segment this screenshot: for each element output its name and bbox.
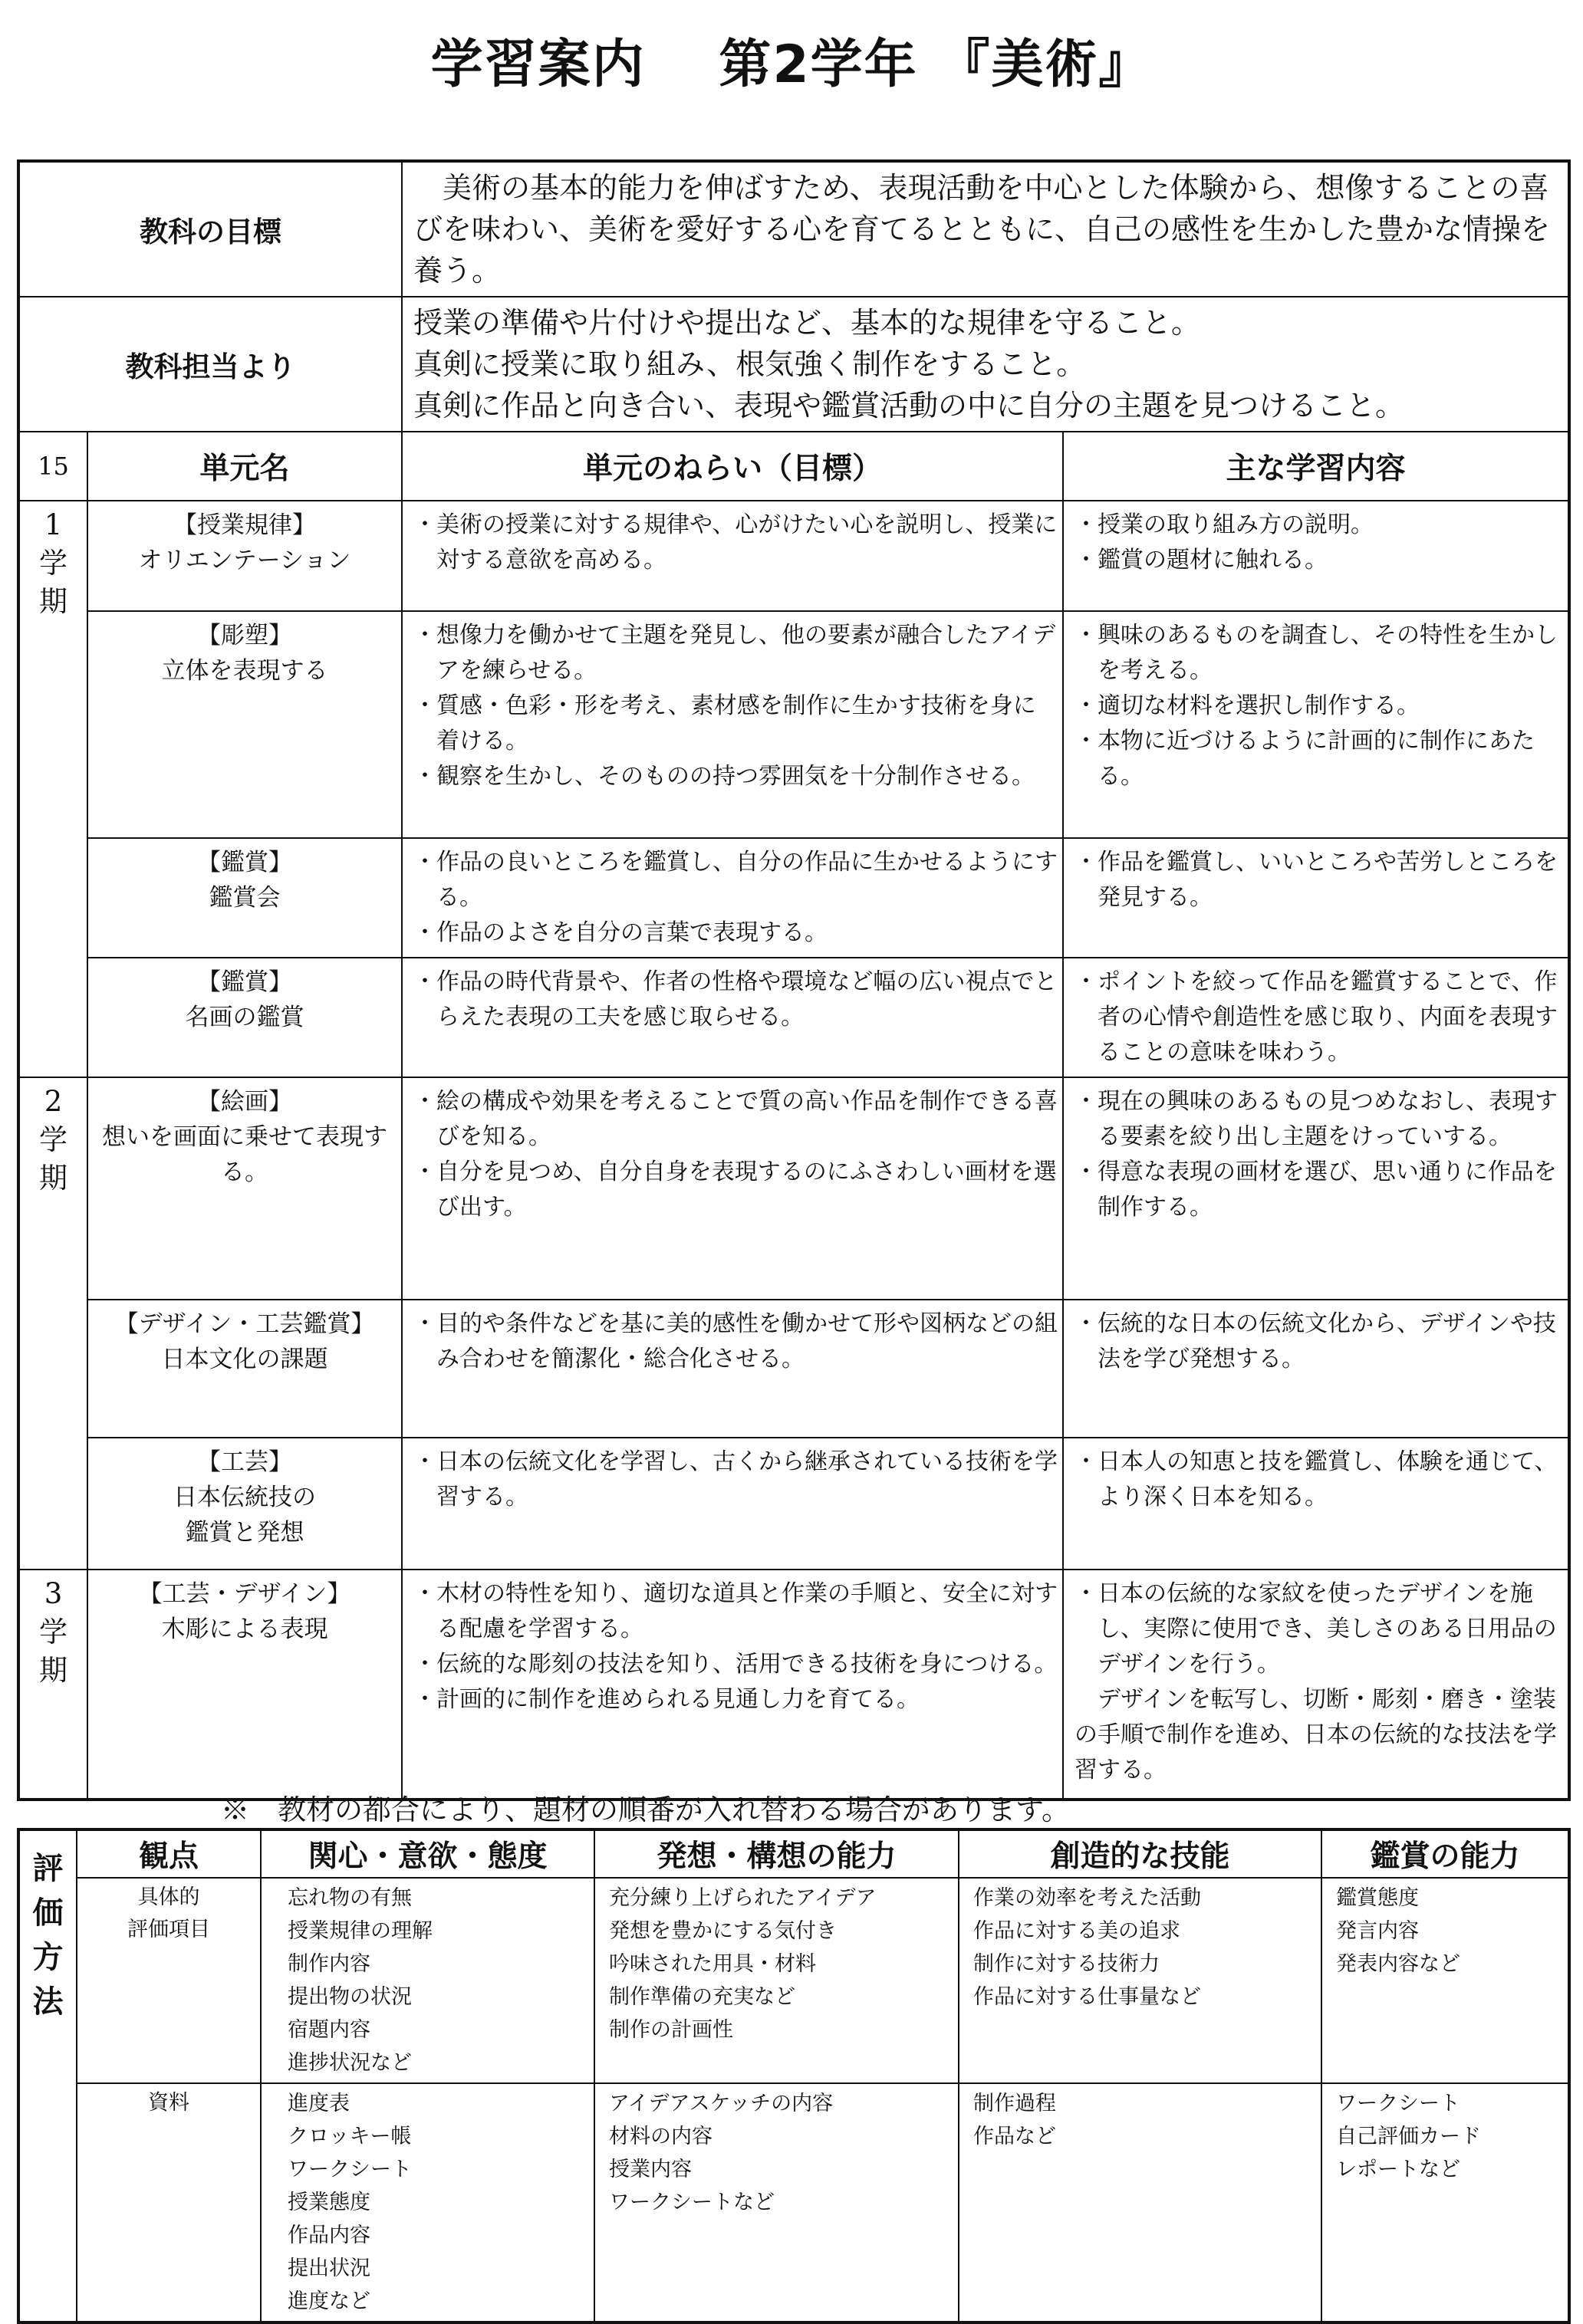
evaluation-item: 吟味された用具・材料	[609, 1952, 816, 1976]
evaluation-cell	[959, 1878, 1321, 2083]
unit-row	[18, 611, 1569, 838]
evaluation-item: 制作内容	[288, 1952, 370, 1976]
content-header: 主な学習内容	[1063, 432, 1569, 501]
unit-row	[18, 838, 1569, 958]
content-item: ・日本人の知恵と技を鑑賞し、体験を通じて、より深く日本を知る。	[1075, 1448, 1558, 1510]
aim-item: ・日本の伝統文化を学習し、古くから継承されている技術を学習する。	[413, 1448, 1058, 1510]
evaluation-item: 作品に対する仕事量など	[973, 1985, 1201, 2009]
aim-item: ・目的や条件などを基に美的感性を働かせて形や図柄などの組み合わせを簡潔化・総合化させる。	[413, 1310, 1058, 1372]
unit-row	[18, 958, 1569, 1077]
term-label: 2 学 期	[18, 1077, 87, 1570]
evaluation-item: 制作に対する技術力	[973, 1952, 1160, 1976]
evaluation-item: 作品内容	[288, 2224, 370, 2247]
evaluation-cell	[1321, 1878, 1569, 2083]
unit-name: 【絵画】 想いを画面に乗せて表現する。	[87, 1077, 402, 1300]
evaluation-table	[17, 1828, 1571, 2324]
evaluation-cell	[594, 2083, 959, 2322]
curriculum-table	[17, 159, 1571, 1801]
evaluation-item: 授業態度	[288, 2191, 370, 2214]
evaluation-row	[18, 2083, 1569, 2322]
evaluation-item: 発表内容など	[1336, 1952, 1460, 1976]
evaluation-item: 授業内容	[609, 2158, 692, 2181]
evaluation-item: 作品に対する美の追求	[973, 1919, 1180, 1943]
unit-aims	[402, 1438, 1063, 1570]
aim-item: ・伝統的な彫刻の技法を知り、活用できる技術を身につける。	[413, 1651, 1058, 1678]
unit-content	[1063, 1438, 1569, 1570]
term-label: 3 学 期	[18, 1570, 87, 1800]
content-item: ・作品を鑑賞し、いいところや苦労しところを発見する。	[1075, 849, 1558, 911]
evaluation-header: 観点	[77, 1829, 261, 1878]
evaluation-row-label: 資料	[77, 2083, 261, 2322]
teacher-line: 授業の準備や片付けや提出など、基本的な規律を守ること。	[413, 306, 1201, 340]
evaluation-item: 制作準備の充実など	[609, 1985, 795, 2009]
unit-aims	[402, 1300, 1063, 1438]
content-item: ・得意な表現の画材を選び、思い通りに作品を制作する。	[1075, 1159, 1557, 1221]
unit-content	[1063, 1077, 1569, 1300]
content-item: ・興味のあるものを調査し、その特性を生かしを考える。	[1075, 622, 1558, 684]
aim-item: ・計画的に制作を進められる見通し力を育てる。	[413, 1686, 920, 1713]
content-item: ・伝統的な日本の伝統文化から、デザインや技法を学び発想する。	[1075, 1310, 1556, 1372]
evaluation-item: 充分練り上げられたアイデア	[609, 1886, 877, 1910]
content-item: ・鑑賞の題材に触れる。	[1075, 547, 1328, 574]
order-note: ※ 教材の都合により、題材の順番が入れ替わる場合があります。	[221, 1793, 1071, 1826]
unit-content	[1063, 958, 1569, 1077]
unit-row	[18, 1570, 1569, 1800]
evaluation-header: 発想・構想の能力	[594, 1829, 959, 1878]
evaluation-item: 宿題内容	[288, 2018, 370, 2042]
content-item: デザインを転写し、切断・彫刻・磨き・塗装の手順で制作を進め、日本の伝統的な技法を学習する。	[1075, 1686, 1557, 1783]
unit-content	[1063, 611, 1569, 838]
teacher-label: 教科担当より	[18, 297, 402, 432]
unit-content	[1063, 1300, 1569, 1438]
unit-name: 【鑑賞】 名画の鑑賞	[87, 958, 402, 1077]
aim-header: 単元のねらい（目標）	[402, 432, 1063, 501]
evaluation-row-label: 具体的 評価項目	[77, 1878, 261, 2083]
evaluation-item: ワークシート	[1336, 2092, 1460, 2115]
evaluation-item: 制作の計画性	[609, 2018, 733, 2042]
evaluation-item: 発言内容	[1336, 1919, 1419, 1943]
evaluation-item: 提出状況	[288, 2257, 370, 2280]
unit-aims	[402, 838, 1063, 958]
evaluation-header: 鑑賞の能力	[1321, 1829, 1569, 1878]
goal-text: 美術の基本的能力を伸ばすため、表現活動を中心とした体験から、想像することの喜びを味わい、美術を愛好する心を育てるとともに、自己の感性を生かした豊かな情操を養う。	[402, 161, 1569, 297]
column-header-row	[18, 432, 1569, 501]
teacher-text	[402, 297, 1569, 432]
goal-row	[18, 161, 1569, 297]
evaluation-item: 発想を豊かにする気付き	[609, 1919, 837, 1943]
evaluation-cell	[261, 1878, 594, 2083]
evaluation-item: 進度表	[288, 2092, 350, 2115]
content-item: ・ポイントを絞って作品を鑑賞することで、作者の心情や創造性を感じ取り、内面を表現することの意味を味わう。	[1075, 968, 1558, 1066]
unit-name: 【工芸】 日本伝統技の 鑑賞と発想	[87, 1438, 402, 1570]
aim-item: ・自分を見つめ、自分自身を表現するのにふさわしい画材を選び出す。	[413, 1159, 1057, 1221]
evaluation-header: 創造的な技能	[959, 1829, 1321, 1878]
aim-item: ・質感・色彩・形を考え、素材感を制作に生かす技術を身に着ける。	[413, 692, 1036, 754]
evaluation-label: 評 価 方 法	[18, 1829, 77, 2322]
aim-item: ・作品の良いところを鑑賞し、自分の作品に生かせるようにする。	[413, 849, 1058, 911]
evaluation-cell	[261, 2083, 594, 2322]
unit-aims	[402, 501, 1063, 611]
evaluation-header: 関心・意欲・態度	[261, 1829, 594, 1878]
unit-name: 【彫塑】 立体を表現する	[87, 611, 402, 838]
evaluation-item: 制作過程	[973, 2092, 1056, 2115]
evaluation-item: ワークシートなど	[609, 2191, 775, 2214]
content-item: ・本物に近づけるように計画的に制作にあたる。	[1075, 728, 1535, 790]
unit-content	[1063, 838, 1569, 958]
aim-item: ・作品の時代背景や、作者の性格や環境など幅の広い視点でとらえた表現の工夫を感じ取らせる。	[413, 968, 1058, 1031]
evaluation-item: 鑑賞態度	[1336, 1886, 1419, 1910]
unit-header: 単元名	[87, 432, 402, 501]
unit-content	[1063, 501, 1569, 611]
unit-content	[1063, 1570, 1569, 1800]
evaluation-cell	[959, 2083, 1321, 2322]
evaluation-item: 提出物の状況	[288, 1985, 412, 2009]
teacher-line: 真剣に作品と向き合い、表現や鑑賞活動の中に自分の主題を見つけること。	[413, 389, 1405, 422]
hours-header: 15	[18, 432, 87, 501]
evaluation-header-row	[18, 1829, 1569, 1878]
evaluation-item: ワークシート	[288, 2158, 412, 2181]
content-item: ・授業の取り組み方の説明。	[1075, 511, 1374, 538]
unit-aims	[402, 958, 1063, 1077]
evaluation-item: 進捗状況など	[288, 2051, 412, 2075]
aim-item: ・作品のよさを自分の言葉で表現する。	[413, 919, 828, 946]
evaluation-item: 忘れ物の有無	[288, 1886, 412, 1910]
aim-item: ・想像力を働かせて主題を発見し、他の要素が融合したアイデアを練らせる。	[413, 622, 1056, 684]
evaluation-item: 自己評価カード	[1336, 2125, 1481, 2148]
aim-item: ・観察を生かし、そのものの持つ雰囲気を十分制作させる。	[413, 763, 1035, 790]
unit-aims	[402, 1077, 1063, 1300]
term-label: 1 学 期	[18, 501, 87, 1077]
goal-label: 教科の目標	[18, 161, 402, 297]
unit-row	[18, 1438, 1569, 1570]
evaluation-item: クロッキー帳	[288, 2125, 412, 2148]
evaluation-item: レポートなど	[1336, 2158, 1460, 2181]
unit-row	[18, 501, 1569, 611]
evaluation-item: 授業規律の理解	[288, 1919, 433, 1943]
unit-name: 【工芸・デザイン】 木彫による表現	[87, 1570, 402, 1800]
evaluation-cell	[1321, 2083, 1569, 2322]
evaluation-item: アイデアスケッチの内容	[609, 2092, 834, 2115]
evaluation-item: 材料の内容	[609, 2125, 713, 2148]
teacher-line: 真剣に授業に取り組み、根気強く制作をすること。	[413, 347, 1086, 381]
aim-item: ・絵の構成や効果を考えることで質の高い作品を制作できる喜びを知る。	[413, 1088, 1058, 1150]
evaluation-item: 作品など	[973, 2125, 1056, 2148]
evaluation-item: 進度など	[288, 2289, 370, 2313]
unit-name: 【授業規律】 オリエンテーション	[87, 501, 402, 611]
aim-item: ・美術の授業に対する規律や、心がけたい心を説明し、授業に対する意欲を高める。	[413, 511, 1058, 574]
teacher-row	[18, 297, 1569, 432]
unit-name: 【鑑賞】 鑑賞会	[87, 838, 402, 958]
unit-name: 【デザイン・工芸鑑賞】 日本文化の課題	[87, 1300, 402, 1438]
content-item: ・適切な材料を選択し制作する。	[1075, 692, 1420, 719]
unit-aims	[402, 611, 1063, 838]
unit-row	[18, 1077, 1569, 1300]
content-item: ・日本の伝統的な家紋を使ったデザインを施し、実際に使用でき、美しさのある日用品のデザインを行う。	[1075, 1580, 1557, 1678]
evaluation-item: 作業の効率を考えた活動	[973, 1886, 1201, 1910]
content-item: ・現在の興味のあるもの見つめなおし、表現する要素を絞り出し主題をけっていする。	[1075, 1088, 1558, 1150]
unit-row	[18, 1300, 1569, 1438]
unit-aims	[402, 1570, 1063, 1800]
evaluation-row	[18, 1878, 1569, 2083]
evaluation-cell	[594, 1878, 959, 2083]
aim-item: ・木材の特性を知り、適切な道具と作業の手順と、安全に対する配慮を学習する。	[413, 1580, 1058, 1642]
page-title: 学習案内 第2学年 『美術』	[430, 35, 1153, 95]
